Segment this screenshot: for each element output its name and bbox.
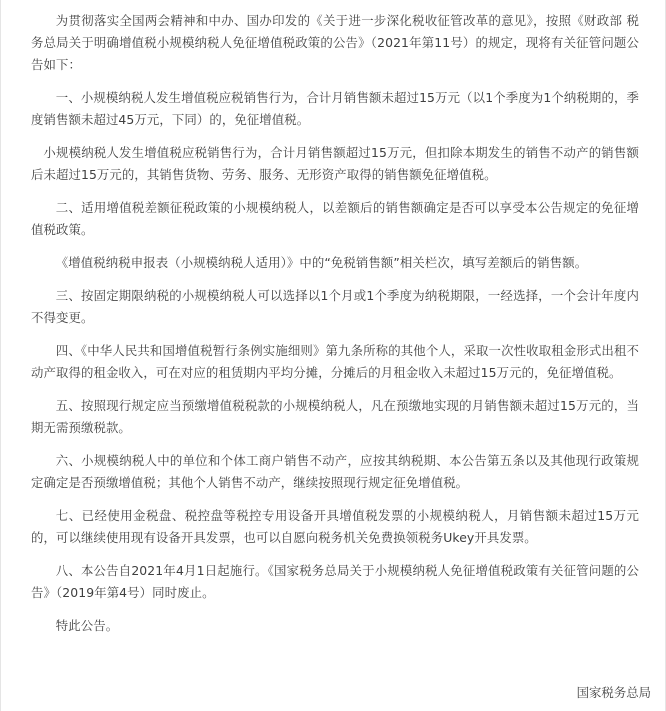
article-1-supplement-paragraph: 小规模纳税人发生增值税应税销售行为，合计月销售额超过15万元，但扣除本期发生的销售不动产的销售额后未超过15万元的，其销售货物、劳务、服务、无形资产取得的销售额免征增值税。 xyxy=(31,145,639,182)
article-8-paragraph: 八、本公告自2021年4月1日起施行。《国家税务总局关于小规模纳税人免征增值税政策有关征管问题的公告》（2019年第4号）同时废止。 xyxy=(31,563,639,600)
closing-paragraph: 特此公告。 xyxy=(55,618,119,633)
article-2-supplement-paragraph: 《增值税纳税申报表（小规模纳税人适用）》中的“免税销售额”相关栏次，填写差额后的销售额。 xyxy=(55,255,588,270)
announcement-body xyxy=(31,10,639,648)
article-5-paragraph: 五、按照现行规定应当预缴增值税税款的小规模纳税人，凡在预缴地实现的月销售额未超过15万元的，当期无需预缴税款。 xyxy=(31,398,639,435)
article-1-paragraph: 一、小规模纳税人发生增值税应税销售行为，合计月销售额未超过15万元（以1个季度为1个纳税期的，季度销售额未超过45万元，下同）的，免征增值税。 xyxy=(31,90,639,127)
article-4-paragraph: 四、《中华人民共和国增值税暂行条例实施细则》第九条所称的其他个人，采取一次性收取租金形式出租不动产取得的租金收入，可在对应的租赁期内平均分摊，分摊后的月租金收入未超过15万元的，免征增值税。 xyxy=(31,343,639,380)
intro-paragraph: 为贯彻落实全国两会精神和中办、国办印发的《关于进一步深化税收征管改革的意见》，按照《财政部 税务总局关于明确增值税小规模纳税人免征增值税政策的公告》（2021年第11号）的规定，现将有关征管问题公告如下： xyxy=(31,13,639,72)
article-7-paragraph: 七、已经使用金税盘、税控盘等税控专用设备开具增值税发票的小规模纳税人，月销售额未超过15万元的，可以继续使用现有设备开具发票，也可以自愿向税务机关免费换领税务Ukey开具发票。 xyxy=(31,508,639,545)
article-6-paragraph: 六、小规模纳税人中的单位和个体工商户销售不动产，应按其纳税期、本公告第五条以及其他现行政策规定确定是否预缴增值税；其他个人销售不动产，继续按照现行规定征免增值税。 xyxy=(31,453,639,490)
article-2-paragraph: 二、适用增值税差额征税政策的小规模纳税人，以差额后的销售额确定是否可以享受本公告规定的免征增值税政策。 xyxy=(31,200,639,237)
article-3-paragraph: 三、按固定期限纳税的小规模纳税人可以选择以1个月或1个季度为纳税期限，一经选择，一个会计年度内不得变更。 xyxy=(31,288,639,325)
issuer-signature: 国家税务总局 xyxy=(576,685,651,700)
